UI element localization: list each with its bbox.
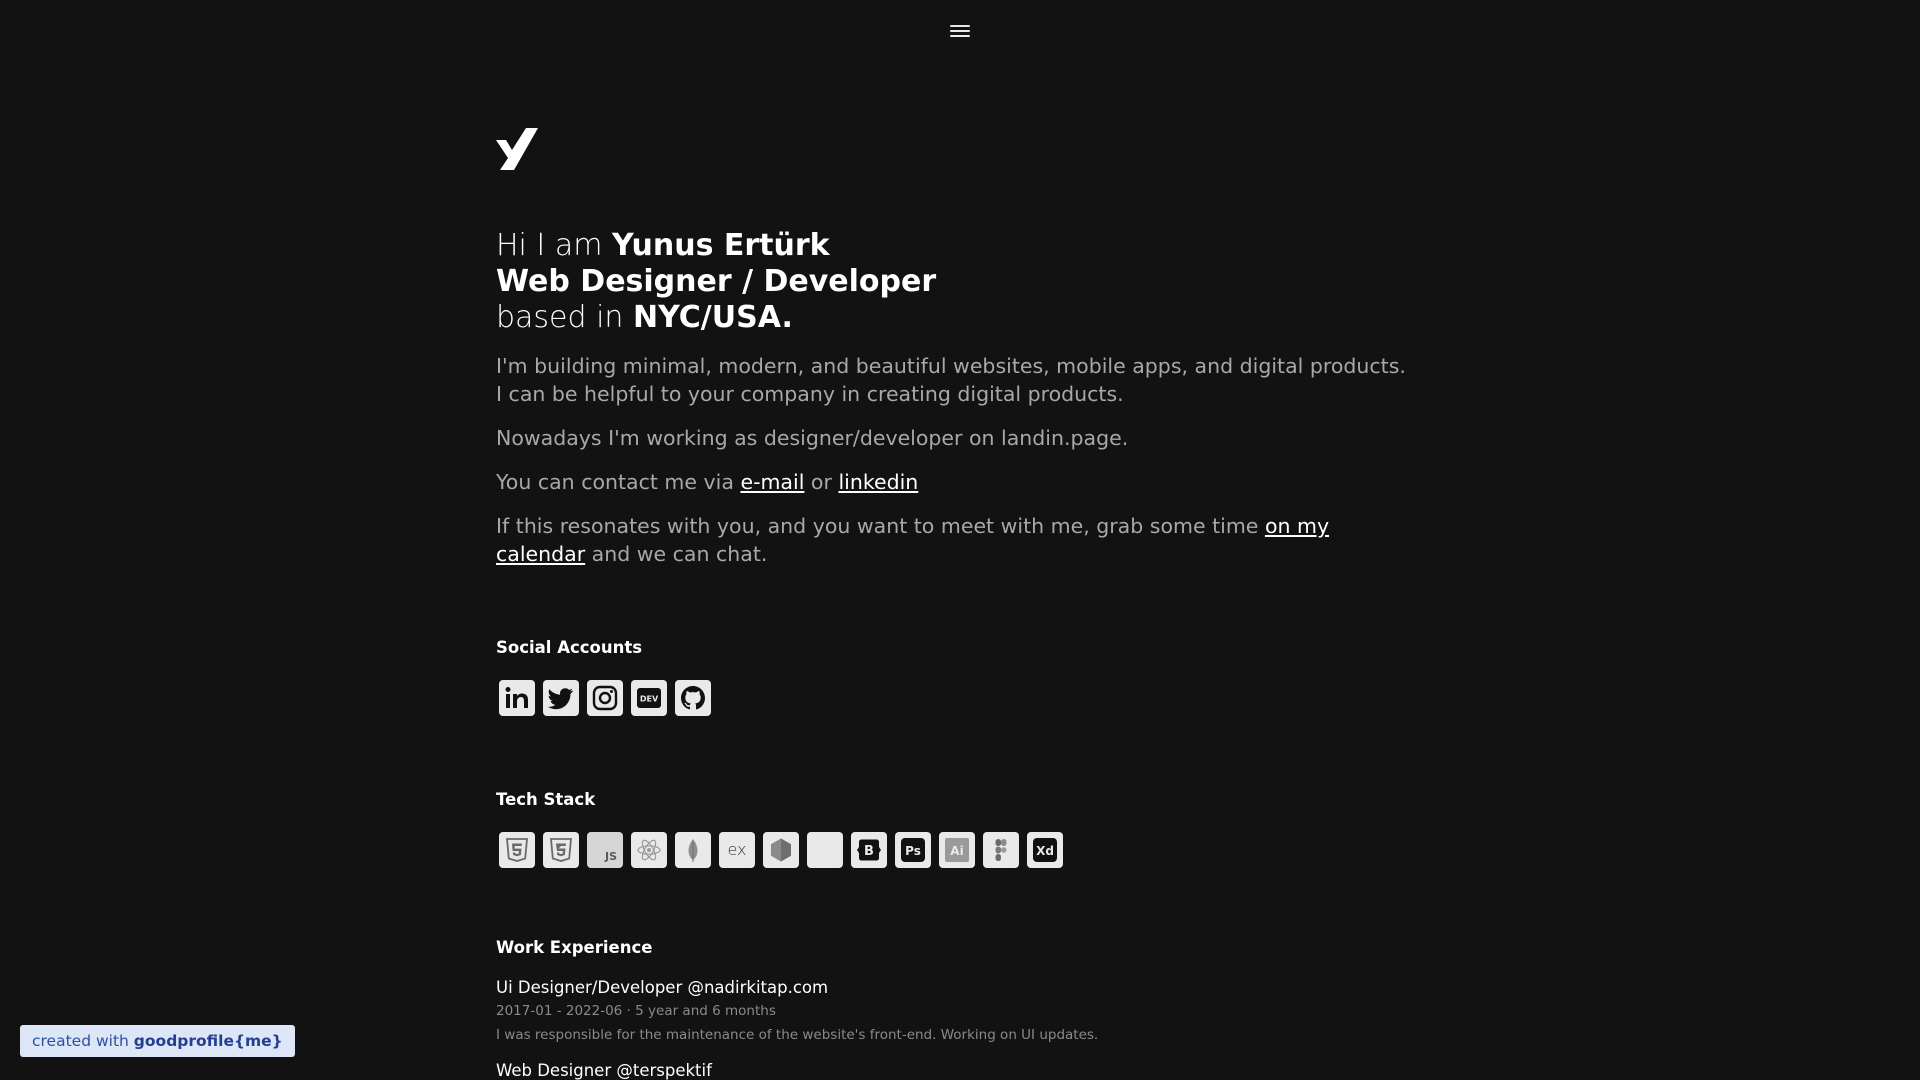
hero-location-prefix: based in bbox=[496, 300, 624, 335]
bootstrap-icon[interactable] bbox=[851, 832, 887, 868]
badge-prefix: created with bbox=[32, 1032, 129, 1050]
intro-text bbox=[496, 352, 1416, 584]
illustrator-icon[interactable] bbox=[939, 832, 975, 868]
linkedin-icon[interactable] bbox=[499, 680, 535, 716]
dev-icon[interactable] bbox=[631, 680, 667, 716]
hero-job-title: Web Designer / Developer bbox=[496, 264, 937, 299]
social-icons bbox=[499, 680, 711, 716]
work-item bbox=[496, 1061, 1416, 1080]
figma-icon[interactable] bbox=[983, 832, 1019, 868]
calendar-text: If this resonates with you, and you want to meet with me, grab some time bbox=[496, 514, 1259, 538]
css3-icon[interactable] bbox=[543, 832, 579, 868]
intro-paragraph-2: Nowadays I'm working as designer/developer on landin.page. bbox=[496, 426, 1129, 450]
menu-button[interactable] bbox=[950, 22, 970, 40]
calendar-link[interactable]: on my calendar bbox=[496, 514, 1330, 566]
mongodb-icon[interactable] bbox=[675, 832, 711, 868]
express-icon[interactable] bbox=[719, 832, 755, 868]
hamburger-icon bbox=[950, 25, 970, 27]
intro-paragraph-3 bbox=[496, 468, 1416, 496]
illustrator-icon-label: Ai bbox=[950, 844, 964, 858]
intro-paragraph-4 bbox=[496, 512, 1416, 568]
work-role: Web Designer @terspektif bbox=[496, 1061, 712, 1080]
work-item bbox=[496, 978, 1416, 1043]
hero-heading bbox=[496, 228, 936, 336]
goodprofile-badge[interactable] bbox=[20, 1025, 295, 1057]
twitter-icon[interactable] bbox=[543, 680, 579, 716]
hamburger-line bbox=[950, 30, 970, 32]
photoshop-icon[interactable] bbox=[895, 832, 931, 868]
hamburger-line bbox=[950, 35, 970, 37]
social-accounts-title: Social Accounts bbox=[496, 638, 643, 657]
tech-stack-icons bbox=[499, 832, 1063, 868]
linkedin-link[interactable]: linkedin bbox=[838, 470, 919, 494]
blank-icon[interactable] bbox=[807, 832, 843, 868]
calendar-suffix-text: and we can chat. bbox=[591, 542, 768, 566]
instagram-icon[interactable] bbox=[587, 680, 623, 716]
xd-icon-label: Xd bbox=[1036, 844, 1054, 858]
bootstrap-icon-label: B bbox=[864, 844, 874, 859]
y-check-logo[interactable] bbox=[496, 128, 538, 170]
work-meta: 2017-01 - 2022-06 · 5 year and 6 months bbox=[496, 1003, 776, 1019]
tech-stack-title: Tech Stack bbox=[496, 790, 596, 809]
nodejs-icon[interactable] bbox=[763, 832, 799, 868]
hero-location: NYC/USA. bbox=[633, 300, 793, 335]
work-description: I was responsible for the maintenance of the website's front-end. Working on UI updates. bbox=[496, 1027, 1099, 1043]
intro-paragraph-1: I'm building minimal, modern, and beautiful websites, mobile apps, and digital products. I can be helpful to your company in creating digital products. bbox=[496, 354, 1406, 406]
hero-intro-text: Hi I am bbox=[496, 228, 603, 263]
hero-name: Yunus Ertürk bbox=[611, 228, 830, 263]
html5-icon[interactable] bbox=[499, 832, 535, 868]
contact-or-text: or bbox=[810, 470, 832, 494]
photoshop-icon-label: Ps bbox=[905, 844, 921, 858]
github-icon[interactable] bbox=[675, 680, 711, 716]
email-link[interactable]: e-mail bbox=[740, 470, 805, 494]
work-experience-title: Work Experience bbox=[496, 938, 653, 957]
xd-icon[interactable] bbox=[1027, 832, 1063, 868]
work-role: Ui Designer/Developer @nadirkitap.com bbox=[496, 978, 829, 997]
contact-text: You can contact me via bbox=[496, 470, 734, 494]
javascript-icon-label: JS bbox=[604, 850, 618, 863]
dev-icon-label: DEV bbox=[639, 694, 659, 704]
javascript-icon[interactable] bbox=[587, 832, 623, 868]
react-icon[interactable] bbox=[631, 832, 667, 868]
badge-brand: goodprofile{me} bbox=[133, 1032, 283, 1050]
svg-text:ex: ex bbox=[727, 840, 747, 859]
